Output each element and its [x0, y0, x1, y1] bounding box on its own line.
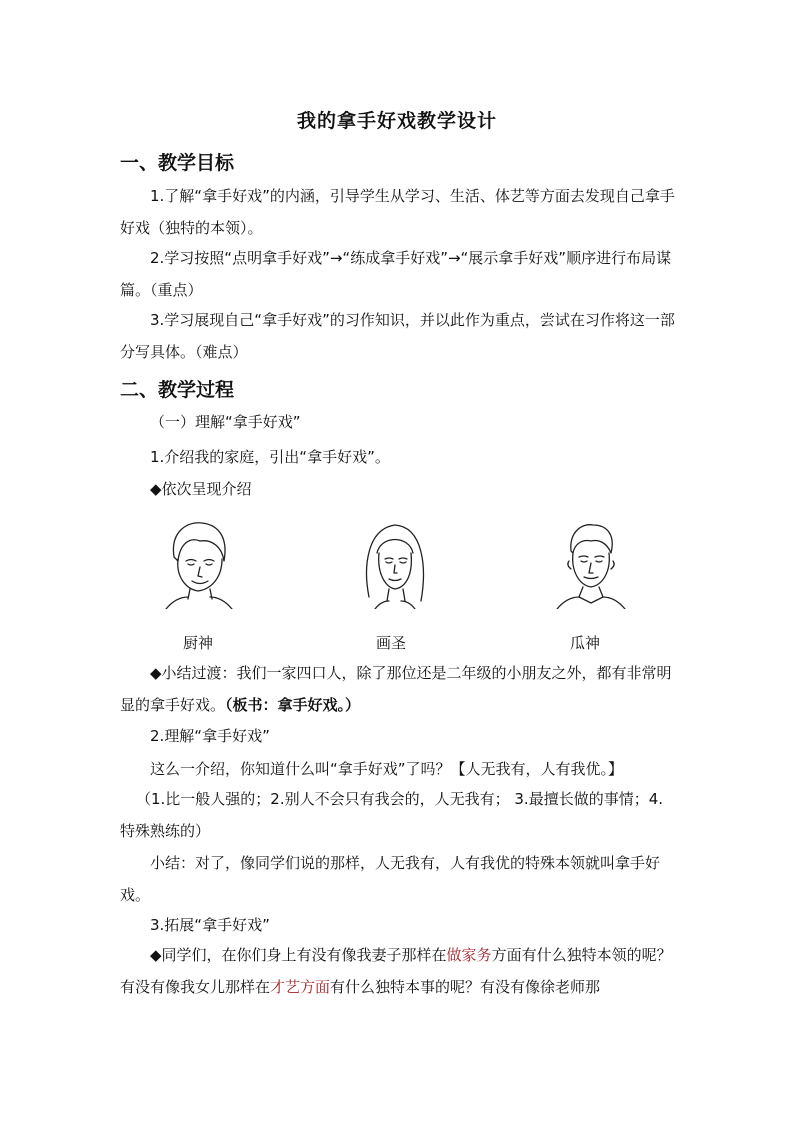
summary-text: ◆小结过渡：我们一家四口人，除了那位还是二年级的小朋友之外，都有非常明显的拿手好戏。 — [120, 664, 672, 714]
step-2: 2.理解“拿手好戏” — [150, 727, 270, 745]
caption-painter: 画圣 — [375, 634, 406, 652]
section-heading-goals: 一、教学目标 — [120, 152, 235, 174]
bullet-present: ◆依次呈现介绍 — [150, 480, 252, 498]
question-text: 这么一介绍，你知道什么叫“拿手好戏”了吗？【人无我有，人有我优。】 — [150, 760, 624, 778]
highlight-talent: 才艺方面 — [270, 978, 331, 996]
summary-paragraph — [120, 657, 676, 721]
woman-portrait-icon — [160, 517, 236, 609]
extension-paragraph — [120, 939, 676, 1003]
board-note: （板书：拿手好戏。） — [225, 696, 361, 714]
step-3: 3.拓展“拿手好戏” — [150, 916, 270, 934]
caption-chef: 厨神 — [182, 634, 213, 652]
answers-text: （1.比一般人强的；2.别人不会只有我会的，人无我有； 3.最擅长做的事情；4.特殊熟练的） — [120, 790, 664, 840]
girl-portrait-icon — [357, 517, 433, 609]
goal-item-2: 2.学习按照“点明拿手好戏”→“练成拿手好戏”→“展示拿手好戏”顺序进行布局谋篇。（重点） — [120, 249, 672, 299]
extension-text-1: ◆同学们，在你们身上有没有像我妻子那样在 — [150, 946, 447, 964]
page-title: 我的拿手好戏教学设计 — [296, 110, 497, 132]
goal-item-3: 3.学习展现自己“拿手好戏”的习作知识，并以此作为重点，尝试在习作将这一部分写具体。（难点） — [120, 311, 675, 361]
man-portrait-icon — [553, 517, 629, 609]
goal-item-1: 1.了解“拿手好戏”的内涵，引导学生从学习、生活、体艺等方面去发现自己拿手好戏（独特的本领）。 — [120, 187, 675, 237]
section-heading-process: 二、教学过程 — [120, 379, 235, 401]
extension-text-2: 方面有什么独特本领的呢？有没有像我女儿那样在 — [120, 946, 672, 996]
subsection-heading: （一）理解“拿手好戏” — [150, 413, 301, 431]
caption-melon: 瓜神 — [569, 634, 600, 652]
conclusion-text: 小结：对了，像同学们说的那样，人无我有，人有我优的特殊本领就叫拿手好戏。 — [120, 854, 661, 904]
step-1: 1.介绍我的家庭，引出“拿手好戏”。 — [150, 448, 390, 466]
extension-text-3: 有什么独特本事的呢？有没有像徐老师那 — [330, 978, 601, 996]
highlight-housework: 做家务 — [446, 946, 492, 964]
